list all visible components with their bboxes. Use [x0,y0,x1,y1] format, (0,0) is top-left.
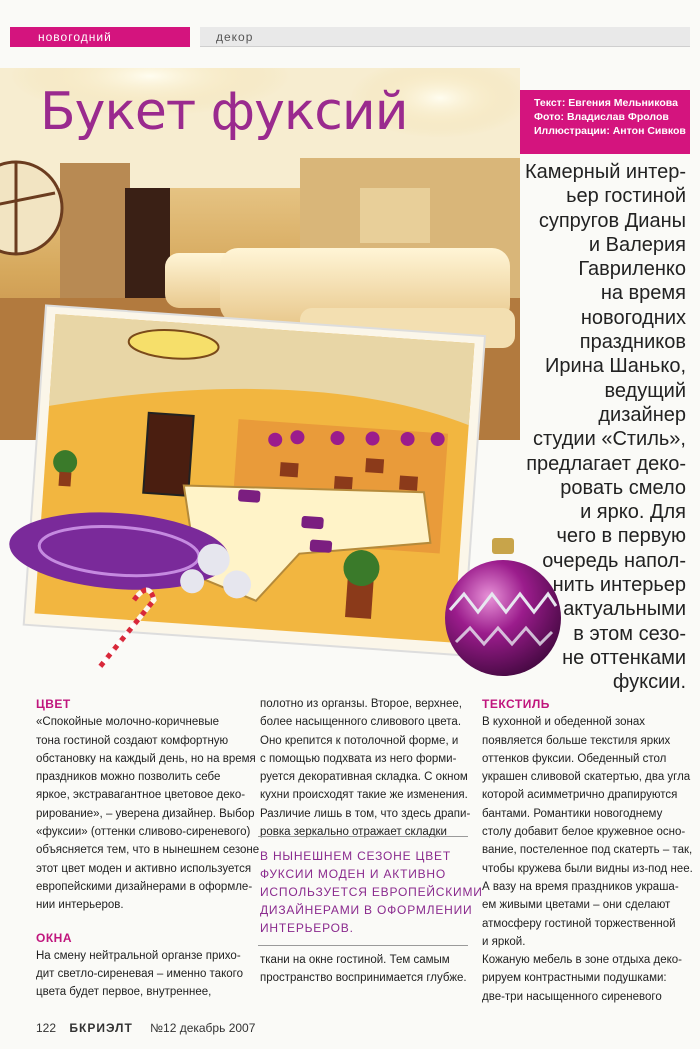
text-line: «фуксии» (оттенки сливово-сиреневого) [36,826,251,839]
lead-line: очередь напол- [542,549,686,572]
lead-line: ьер гостиной [566,185,686,208]
text-line: нии интерьеров. [36,899,124,912]
lead-line: новогодних [580,306,686,329]
page-footer [36,1021,255,1035]
text-line: кухни происходят такие же изменения. [260,789,468,802]
text-line: цвета будет первое, внутреннее, [36,986,212,999]
lead-line: на время [600,282,686,305]
lead-line: предлагает деко- [526,452,686,475]
quote-line: ФУКСИИ МОДЕН И АКТИВНО [260,867,447,881]
quote-line: ИСПОЛЬЗУЕТСЯ ЕВРОПЕЙСКИМИ [260,885,483,899]
article-title: Букет фуксий [40,82,408,142]
christmas-ornament [440,530,570,680]
credit-photo: Фото: Владислав Фролов [534,111,669,123]
text-line: оттенков фуксии. Обеденный стол [482,752,667,765]
text-line: А вазу на время праздников украша- [482,880,679,893]
text-line: тона гостиной создают комфортную [36,734,229,747]
text-line: появляется больше текстиля ярких [482,734,671,747]
text-line: столу добавит белое кружевное осно- [482,826,686,839]
text-line: Кожаную мебель в зоне отдыха деко- [482,954,683,967]
text-line: украшен сливовой скатертью, два угла [482,771,691,784]
heading-textile: ТЕКСТИЛЬ [482,697,550,711]
text-line: вание, постеленное под скатерть – так, [482,844,693,857]
lead-line: праздников [579,331,686,354]
text-line: ровка зеркально отражает складки [260,826,447,839]
category-tab: декор [200,27,690,47]
text-line: полотно из органзы. Второе, верхнее, [260,698,462,710]
lead-line: дизайнер [598,403,686,426]
column-2 [260,695,474,841]
text-line: атмосферу гостиной торжественной [482,917,676,930]
lead-line: в этом сезо- [573,622,686,645]
text-line: европейскими дизайнерами в оформле- [36,880,253,893]
pull-quote [258,836,483,946]
column-2-bottom [260,951,474,988]
interior-sketch [4,300,494,670]
text-line: рируем контрастными подушками: [482,972,667,985]
text-line: В кухонной и обеденной зонах [482,716,645,729]
text-line: яркое, экстравагантное цветовое деко- [36,789,246,802]
text-line: чтобы кружева были видны из-под нее. [482,862,693,875]
quote-line: ДИЗАЙНЕРАМИ В ОФОРМЛЕНИИ [260,903,473,917]
quote-line: В НЫНЕШНЕМ СЕЗОНЕ ЦВЕТ [260,849,451,863]
column-1 [36,695,260,1002]
interior-sketch-art [4,300,494,670]
credit-illustrations: Иллюстрации: Антон Сивков [534,125,686,137]
text-line: праздников можно позволить себе [36,771,221,784]
lead-line: ведущий [604,379,686,402]
page-number: 122 [36,1021,57,1035]
text-line: пространство воспринимается глубже. [260,972,467,985]
text-line: обстановку на каждый день, но на время [36,752,256,765]
text-line: «Спокойные молочно-коричневые [36,716,219,729]
lead-line: студии «Стиль», [533,428,686,451]
lead-line: не оттенками [562,646,686,669]
lead-line: фуксии. [612,671,686,694]
credits-box [520,90,690,154]
text-line: ем живыми цветами – они сделают [482,899,671,912]
text-line: рирование», – уверена дизайнер. Выбор [36,807,255,820]
lead-line: Гавриленко [578,258,686,281]
heading-windows: ОКНА [36,930,72,945]
lead-line: супругов Дианы [538,209,686,232]
column-3 [482,695,694,1006]
text-line: дит светло-сиреневая – именно такого [36,968,243,981]
lead-line: актуальными [563,598,686,621]
text-line: и яркой. [482,935,526,948]
text-line: бантами. Романтики новогоднему [482,807,663,820]
lead-line: ровать смело [560,476,686,499]
ornament-ball-icon [440,530,570,680]
text-line: более насыщенного сливового цвета. [260,716,462,729]
lead-line: чего в первую [556,525,686,548]
text-line: руется декоративная складка. С окном [260,771,468,784]
text-line: две-три насыщенного сиреневого [482,990,662,1003]
text-line: с помощью подхвата из него форми- [260,752,457,765]
text-line: ткани на окне гостиной. Тем самым [260,954,450,966]
text-line: На смену нейтральной органзе прихо- [36,949,241,962]
lead-line: Камерный интер- [525,161,686,183]
heading-color: ЦВЕТ [36,697,71,711]
lead-line: и Валерия [588,233,686,256]
text-line: которой асимметрично драпируются [482,789,678,802]
text-line: объясняется тем, что в нынешнем сезоне [36,844,260,857]
lead-line: нить интерьер [552,574,686,597]
credit-text: Текст: Евгения Мельникова [534,97,678,109]
quote-line: ИНТЕРЬЕРОВ. [260,921,354,935]
issue-info: №12 декабрь 2007 [150,1021,256,1035]
magazine-logo: БКРИЭЛТ [69,1021,133,1035]
text-line: Различие лишь в том, что здесь драпи- [260,807,471,820]
lead-line: Ирина Шанько, [545,355,686,378]
text-line: Оно крепится к потолочной форме, и [260,734,459,747]
section-tab: новогодний [10,27,190,47]
text-line: этот цвет моден и активно используется [36,862,252,875]
lead-line: и ярко. Для [580,501,686,524]
